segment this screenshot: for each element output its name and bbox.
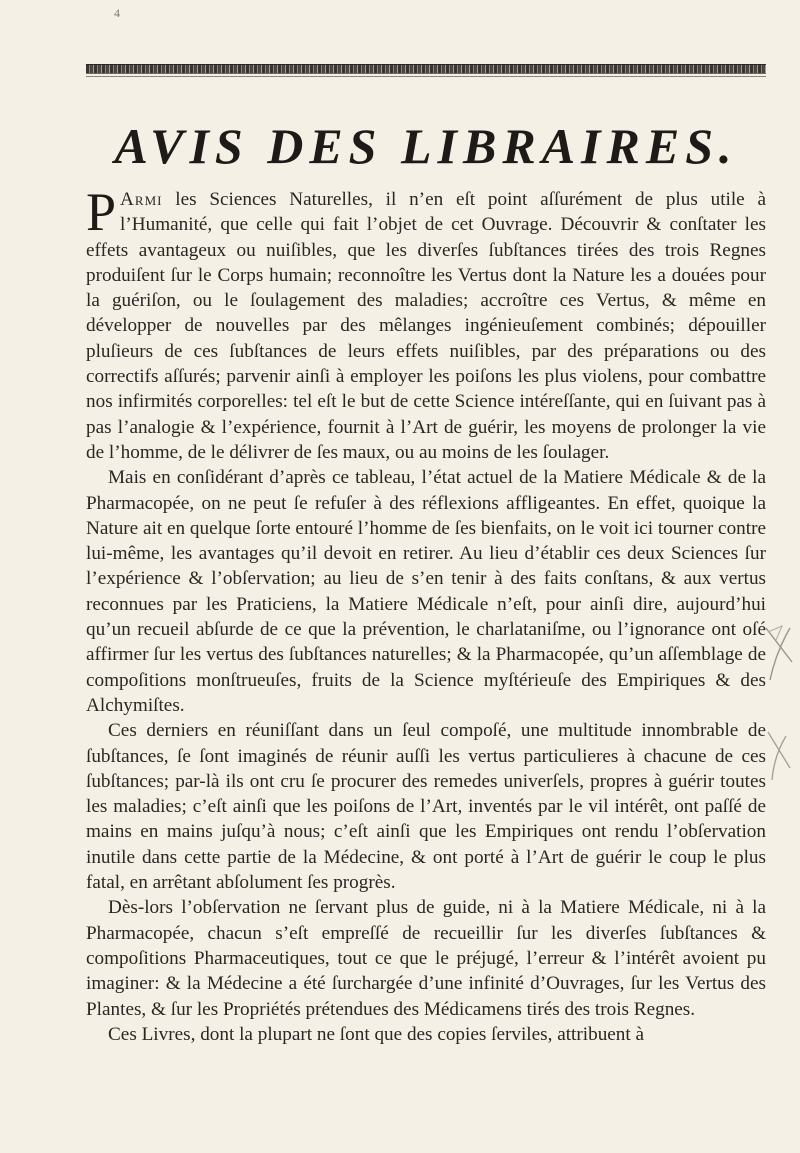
first-paragraph xyxy=(86,182,766,465)
body-text xyxy=(86,182,766,1047)
ornament-band xyxy=(86,64,766,74)
paragraph: Mais en conſidérant d’après ce tableau, l’état actuel de la Matiere Médicale & de la Pharmacopée, on ne peut ſe refuſer à des réflexions affligeantes. En effet, quoique la Nature ait en quelque ſorte entouré l’homme de ſes bienfaits, on le voit ici tourner contre lui-même, les avantages qu’il devoit en retirer. Au lieu d’établir ces deux Sciences ſur l’expérience & l’obſervation; au lieu de s’en tenir à des faits conſtans, & aux vertus reconnues par les Praticiens, la Matiere Médicale n’eſt, pour ainſi dire, aujourd’hui qu’un recueil abſurde de ce que la prévention, le charlataniſme, ou l’ignorance ont oſé affirmer ſur les vertus des ſubſtances naturelles; & la Pharmacopée, qu’un aſſemblage de compoſitions monſtrueuſes, fruits de la Science myſtérieuſe des Empiriques & des Alchymiſtes. xyxy=(86,467,766,716)
lead-word: Armi xyxy=(120,189,163,210)
paragraph: Dès-lors l’obſervation ne ſervant plus de guide, ni à la Matiere Médicale, ni à la Pharmacopée, chacun s’eſt empreſſé de recueillir ſur les diverſes ſubſtances & compoſitions Pharmaceutiques, tout ce que le préjugé, l’erreur & l’intérêt avoient pu imaginer: & la Médecine a été ſurchargée d’une infinité d’Ouvrages, ſur les Vertus des Plantes, & ſur les Propriétés prétendues des Médicamens tirés des trois Regnes. xyxy=(86,897,766,1020)
drop-cap: P xyxy=(86,182,117,242)
margin-cross-mark xyxy=(762,728,800,788)
margin-cross-mark xyxy=(762,622,800,682)
page-title: AVIS DES LIBRAIRES. xyxy=(114,118,738,174)
paragraph: Ces derniers en réuniſſant dans un ſeul compoſé, une multitude innombrable de ſubſtances, ſe ſont imaginés de réunir auſſi les vertus particulieres à chacune de ces ſubſtances; par-là ils ont cru ſe procurer des remedes univerſels, propres à guérir toutes les maladies; c’eſt ainſi que les poiſons de l’Art, inventés par le vil intérêt, ont paſſé de mains en mains juſqu’à nous; c’eſt ainſi que les Empiriques ont rendu l’obſervation inutile dans cette partie de la Médecine, & ont porté à l’Art de guérir le coup le plus fatal, en arrêtant abſolument ſes progrès. xyxy=(86,720,766,894)
header-rule xyxy=(86,76,766,77)
paragraph: Ces Livres, dont la plupart ne ſont que des copies ſerviles, attribuent à xyxy=(108,1023,645,1045)
page-mark: 4 xyxy=(114,6,120,20)
first-paragraph-text: les Sciences Naturelles, il n’en eſt point aſſurément de plus utile à l’Humanité, que celle qui fait l’objet de cet Ouvrage. Découvrir & conſtater les effets avantageux ou nuiſibles, que les diverſes ſubſtances tirées des trois Regnes produiſent ſur le Corps humain; reconnoître les Vertus dont la Nature les a douées pour la guériſon, ou le ſoulagement des maladies; accroître ces Vertus, & même en développer de nouvelles par des mêlanges ingénieuſement combinés; dépouiller pluſieurs de ces ſubſtances de leurs effets nuiſibles, par des préparations ou des correctifs aſſurés; parvenir ainſi à employer les poiſons les plus violens, pour combattre nos infirmités corporelles: tel eſt le but de cette Science intéreſſante, qui en ſuivant pas à pas l’analogie & l’expérience, fournit à l’Art de guérir, les moyens de prolonger la vie de l’homme, de le délivrer de ſes maux, ou au moins de les ſoulager. xyxy=(86,189,766,463)
